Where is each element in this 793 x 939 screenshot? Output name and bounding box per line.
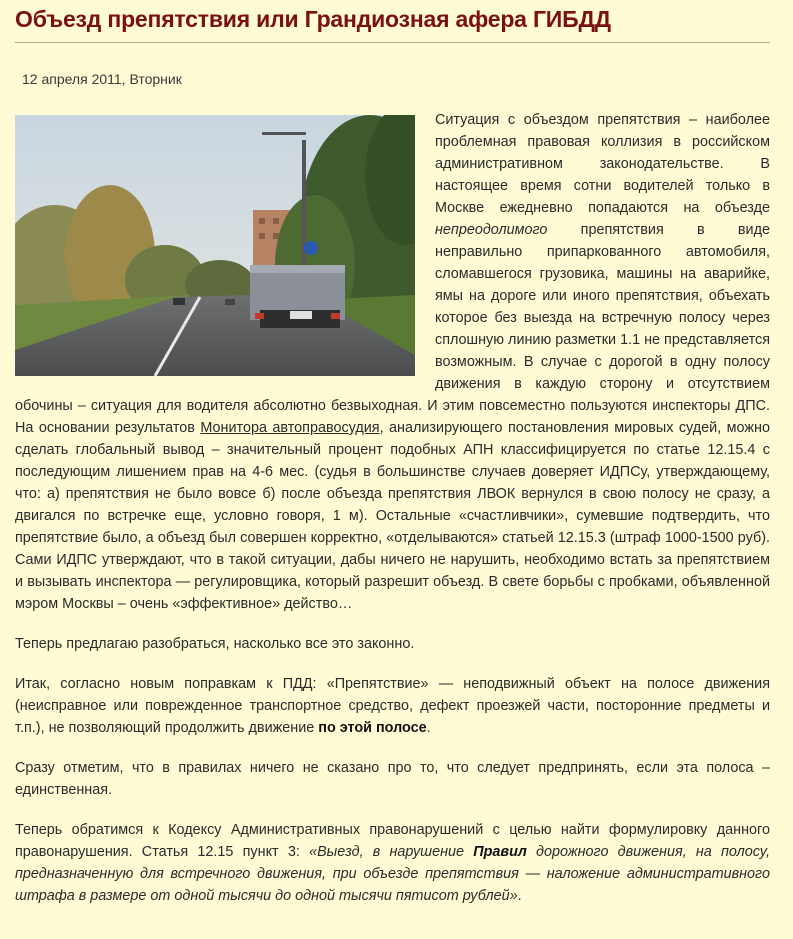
paragraph-4: Сразу отметим, что в правилах ничего не сказано про то, что следует предпринять, если эта полоса – единственная. xyxy=(15,760,770,798)
title-divider xyxy=(15,42,770,43)
article-body xyxy=(15,109,770,925)
p1-text-a: Ситуация с объездом препятствия – наиболее проблемная правовая коллизия в российском административном законодательстве. В настоящее время сотни водителей только в Москве ежедневно попадаются на объезде xyxy=(435,112,770,216)
p3-text-b: . xyxy=(426,720,431,736)
road-photo xyxy=(15,115,415,376)
paragraph-2: Теперь предлагаю разобраться, насколько все это законно. xyxy=(15,636,415,652)
p5-end: . xyxy=(517,888,522,904)
paragraph-3 xyxy=(15,673,770,739)
p3-text-a: Итак, согласно новым поправкам к ПДД: «Препятствие» — неподвижный объект на полосе движения (неисправное или поврежденное транспортное средство, дефект проезжей части, посторонние предметы и т.п.), не позволяющий продолжить движение xyxy=(15,676,770,736)
p1-text-c: , анализирующего постановления мировых судей, можно сделать глобальный вывод – значительный процент подобных АПН классифицируется по статье 12.15.4 с последующим лишением прав на 4-6 мес. (судья в большинстве случаев доверяет ИДПСу, утверждающему, что: а) препятствия не было вовсе б) после объезда препятствия ЛВОК вернулся в свою полосу не сразу, а двигался по встречке еще, условно говоря, 1 м). Остальные «счастливчики», сумевшие подтвердить, что препятствие было, а объезд был совершен корректно, «отделываются» статьей 12.15.3 (штраф 1000-1500 руб). Сами ИДПС утверждают, что в такой ситуации, дабы ничего не нарушить, необходимо встать за препятствием и вызывать инспектора — регулировщика, который разрешит объезд. В свете борьбы с пробками, объявленной мэром Москвы – очень «эффективное» действо… xyxy=(15,420,770,612)
post-date: 12 апреля 2011, Вторник xyxy=(22,71,182,87)
p5-quote-bold: Правил xyxy=(473,844,527,860)
p1-emphasis: непреодолимого xyxy=(435,222,548,238)
p1-text-b: препятствия в виде неправильно припаркованного автомобиля, сломавшегося грузовика, машины на аварийке, ямы на дороге или иного препятствия, объехать которое без выезда на встречную полосу через сплошную линию разметки 1.1 не представляется возможным. В случае с дорогой в одну полосу движения в каждую сторону и отсутствием обочины – ситуация для водителя абсолютно безвыходная. И этим повсеместно пользуются инспекторы ДПС. На основании результатов xyxy=(15,222,770,436)
p5-quote-2: дорожного движения, на полосу, предназначенную для встречного движения, при объезде препятствия — наложение административного штрафа в размере от одной тысячи до одной тысячи пятисот рублей» xyxy=(15,844,770,904)
paragraph-1 xyxy=(15,109,770,615)
p3-bold: по этой полосе xyxy=(318,720,427,736)
page-title: Объезд препятствия или Грандиозная афера ГИБДД xyxy=(15,6,611,32)
monitor-link[interactable]: Монитора автоправосудия xyxy=(200,420,380,436)
p5-quote-1: «Выезд, в нарушение xyxy=(309,844,474,860)
road-photo-image xyxy=(15,115,415,376)
paragraph-5 xyxy=(15,819,770,907)
p5-text-a: Теперь обратимся к Кодексу Административных правонарушений с целью найти формулировку данного правонарушения. Статья 12.15 пункт 3: xyxy=(15,822,770,860)
